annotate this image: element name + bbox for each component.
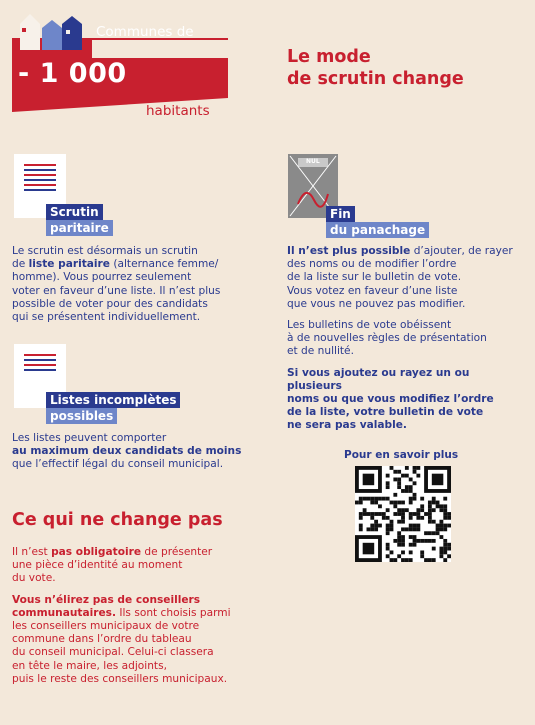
panachage-tag: Fin du panachage xyxy=(326,206,429,238)
page-title: Le mode de scrutin change xyxy=(287,47,464,89)
inchange-text: Il n’est pas obligatoire de présenter une pièce d’identité au moment du vote. Vous n’élirez pas de conseillers communautaires. Ils sont choisis parmi les conseillers municipaux de votre commune dans l’ordre du tableau du conseil municipal. Celui-ci classera en tête le maire, les adjoints, puis le reste des conseillers municipaux. xyxy=(12,546,231,685)
listes-text: Les listes peuvent comporter au maximum deux candidats de moins que l’effectif légal du conseil municipal. xyxy=(12,432,242,471)
qr-code[interactable] xyxy=(355,466,451,562)
header-communes: Communes de xyxy=(96,24,194,40)
inchange-title: Ce qui ne change pas xyxy=(12,510,223,530)
more-info-label: Pour en savoir plus xyxy=(344,449,459,461)
scrutin-tag: Scrutin paritaire xyxy=(46,204,113,236)
listes-tag: Listes incomplètes possibles xyxy=(46,392,180,424)
header-habitants: habitants xyxy=(146,103,210,119)
panachage-text: Il n’est plus possible d’ajouter, de rayer des noms ou de modifier l’ordre de la liste sur le bulletin de vote. Vous votez en faveur d’une liste que vous ne pouvez pas modifier. Les bulletins de vote obéissent à de nouvelles règles de présentation et de nullité. Si vous ajoutez ou rayez un ou plusieurs noms ou que vous modifiez l’ordre de la liste, votre bulletin de vote ne sera pas valable. xyxy=(287,245,513,432)
header-number: - 1 000 xyxy=(18,58,127,89)
houses-icon xyxy=(18,10,88,58)
nul-label: NUL xyxy=(306,158,320,165)
scrutin-text: Le scrutin est désormais un scrutin de liste paritaire (alternance femme/ homme). Vous pourrez seulement voter en faveur d’une liste. Il n’est plus possible de voter pour des candidats qui se présentent individuellement. xyxy=(12,245,221,324)
